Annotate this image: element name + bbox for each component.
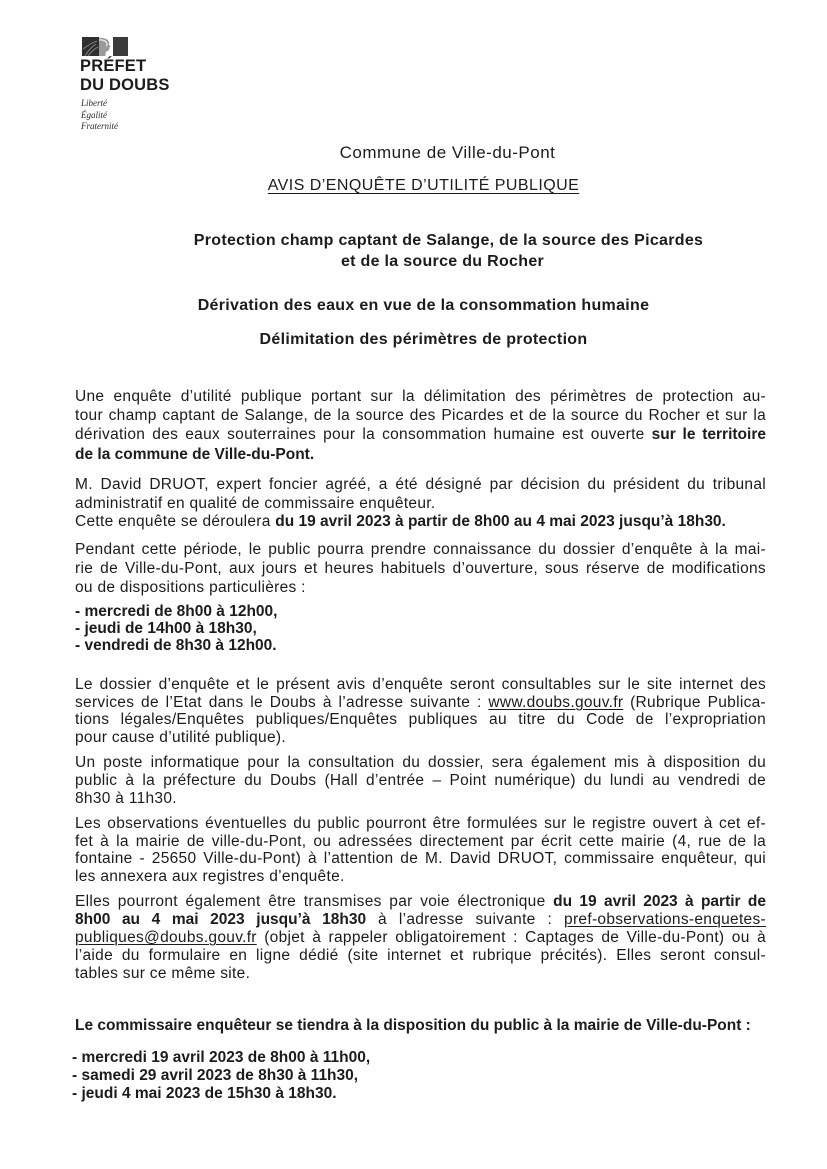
text-run: M. David DRUOT, expert foncier agréé, a été désigné par décision du président du tribunal: [75, 476, 766, 493]
permanences-list-line: [72, 1085, 763, 1103]
bold-text: sur le territoire: [651, 426, 766, 444]
paragraph-voie-electronique-line: [75, 965, 766, 983]
text-run: administratif en qualité de commissaire enquêteur.: [75, 495, 436, 512]
paragraph-commissaire: [75, 475, 766, 513]
paragraph-enquete-intro: [75, 387, 766, 464]
paragraph-observations-line: [75, 850, 766, 868]
paragraph-site-internet: [75, 676, 766, 747]
motto-liberte: Liberté: [81, 98, 107, 108]
paragraph-observations-line: [75, 868, 766, 886]
text-run: Le dossier d’enquête et le présent avis d’enquête seront consultables sur le site internet des: [75, 676, 766, 693]
text-run: (Rubrique Publica-: [623, 693, 767, 711]
paragraph-observations-line: [75, 815, 766, 833]
opening-hours-list-line: [75, 620, 766, 637]
purpose-delimitation: Délimitation des périmètres de protection: [259, 331, 588, 348]
hyperlink[interactable]: pref-observations-enquetes-: [564, 911, 766, 928]
motto-egalite: Égalité: [81, 109, 107, 120]
logo-right-band: [113, 37, 128, 56]
opening-hours-list-line: [75, 603, 766, 620]
paragraph-site-internet-line: [75, 676, 766, 694]
paragraph-site-internet-line: [75, 729, 766, 747]
bold-text: - mercredi de 8h00 à 12h00,: [75, 602, 278, 620]
text-run: à l’adresse suivante :: [366, 911, 565, 928]
text-run: l’aide du formulaire en ligne dédié (site internet et rubrique précités). Elles seront consul-: [75, 947, 766, 964]
text-run: Un poste informatique pour la consultation du dossier, sera également mis à disposition du: [75, 754, 766, 771]
text-run: (objet à rappeler obligatoirement : Captages de Ville-du-Pont) ou à: [256, 929, 766, 946]
text-run: rie de Ville-du-Pont, aux jours et heures habituels d’ouverture, sous réserve de modifications: [75, 560, 766, 577]
opening-hours-list-line: [75, 637, 766, 654]
text-run: Une enquête d’utilité publique portant sur la délimitation des périmètres de protection au-: [75, 388, 766, 405]
text-run: Les observations éventuelles du public pourront être formulées sur le registre ouvert à cet ef-: [75, 815, 766, 832]
text-run: dérivation des eaux souterraines pour la consommation humaine est ouverte: [75, 426, 652, 444]
prefet-title: PRÉFET: [80, 57, 147, 75]
text-run: Pendant cette période, le public pourra prendre connaissance du dossier d’enquête à la mai-: [75, 541, 766, 558]
prefet-department: DU DOUBS: [80, 76, 170, 94]
purpose-derivation: Dérivation des eaux en vue de la consommation humaine: [197, 297, 650, 314]
bold-text: - vendredi de 8h30 à 12h00.: [75, 636, 277, 654]
text-run: pour cause d’utilité publique).: [75, 729, 286, 747]
text-run: les annexera aux registres d’enquête.: [75, 867, 345, 885]
commune-name: Commune de Ville-du-Pont: [339, 143, 556, 162]
marianne-logo-svg: [82, 37, 128, 56]
paragraph-permanences-intro: [75, 1017, 766, 1035]
bold-text: - jeudi de 14h00 à 18h30,: [75, 619, 257, 637]
paragraph-commissaire-line: [75, 494, 766, 513]
paragraph-enquete-intro-line: [75, 406, 766, 425]
bold-text: de la commune de Ville-du-Pont.: [75, 445, 315, 463]
paragraph-observations: [75, 815, 766, 885]
text-run: fet à la mairie de ville-du-Pont, ou adressées directement par écrit cette mairie (4, rue de la: [75, 832, 766, 850]
paragraph-enquete-intro-line: [75, 445, 766, 464]
paragraph-enquete-intro-line: [75, 425, 766, 444]
text-run: ou de dispositions particulières :: [75, 579, 306, 596]
paragraph-enquete-intro-line: [75, 387, 766, 406]
paragraph-voie-electronique: [75, 893, 766, 983]
paragraph-commissaire-line: [75, 475, 766, 494]
hyperlink[interactable]: www.doubs.gouv.fr: [488, 693, 624, 711]
text-run: 8h30 à 11h30.: [75, 790, 177, 807]
paragraph-voie-electronique-line: [75, 929, 766, 947]
text-run: Elles pourront également être transmises par voie électronique: [75, 893, 554, 910]
text-run: tions légales/Enquêtes publiques/Enquêtes publiques au titre du Code de l’expropriation: [75, 711, 766, 729]
subject-line-2: et de la source du Rocher: [340, 253, 545, 270]
paragraph-poste-informatique: [75, 754, 766, 808]
paragraph-dates: [75, 512, 766, 531]
permanences-list: [72, 1049, 763, 1103]
text-run: tables sur ce même site.: [75, 965, 251, 982]
bold-text: Le commissaire enquêteur se tiendra à la disposition du public à la mairie de Ville-du-Pont :: [75, 1017, 751, 1034]
subject-line-1: Protection champ captant de Salange, de la source des Picardes: [193, 232, 704, 249]
text-run: public à la préfecture du Doubs (Hall d’entrée – Point numérique) du lundi au vendredi de: [75, 772, 766, 789]
paragraph-voie-electronique-line: [75, 911, 766, 929]
permanences-list-line: [72, 1049, 763, 1067]
text-run: tour champ captant de Salange, de la source des Picardes et de la source du Rocher et sur la: [75, 407, 766, 425]
bold-text: - mercredi 19 avril 2023 de 8h00 à 11h00,: [72, 1049, 371, 1066]
paragraph-consultation-line: [75, 578, 766, 597]
motto-fraternite: Fraternité: [81, 121, 118, 131]
bold-text: - jeudi 4 mai 2023 de 15h30 à 18h30.: [72, 1085, 337, 1102]
paragraph-site-internet-line: [75, 711, 766, 729]
paragraph-permanences-intro-line: [75, 1017, 766, 1035]
text-run: Cette enquête se déroulera: [75, 513, 276, 530]
paragraph-poste-informatique-line: [75, 790, 766, 808]
bold-text: du 19 avril 2023 à partir de 8h00 au 4 mai 2023 jusqu’à 18h30.: [275, 513, 726, 530]
opening-hours-list: [75, 603, 766, 654]
paragraph-site-internet-line: [75, 694, 766, 712]
paragraph-voie-electronique-line: [75, 893, 766, 911]
paragraph-poste-informatique-line: [75, 772, 766, 790]
text-run: services de l’Etat dans le Doubs à l’adresse suivante :: [75, 693, 489, 711]
permanences-list-line: [72, 1067, 763, 1085]
hyperlink[interactable]: publiques@doubs.gouv.fr: [75, 929, 257, 946]
paragraph-consultation: [75, 540, 766, 597]
paragraph-observations-line: [75, 833, 766, 851]
text-run: fontaine - 25650 Ville-du-Pont) à l’attention de M. David DRUOT, commissaire enquêteur, qui: [75, 850, 766, 867]
marianne-logo-icon: [82, 37, 128, 56]
bold-text: 8h00 au 4 mai 2023 jusqu’à 18h30: [75, 911, 367, 928]
bold-text: - samedi 29 avril 2023 de 8h30 à 11h30,: [72, 1067, 359, 1084]
bold-text: du 19 avril 2023 à partir de: [553, 893, 766, 910]
paragraph-dates-line: [75, 512, 766, 531]
paragraph-consultation-line: [75, 540, 766, 559]
paragraph-consultation-line: [75, 559, 766, 578]
notice-title: AVIS D’ENQUÊTE D’UTILITÉ PUBLIQUE: [267, 177, 580, 194]
paragraph-poste-informatique-line: [75, 754, 766, 772]
paragraph-voie-electronique-line: [75, 947, 766, 965]
